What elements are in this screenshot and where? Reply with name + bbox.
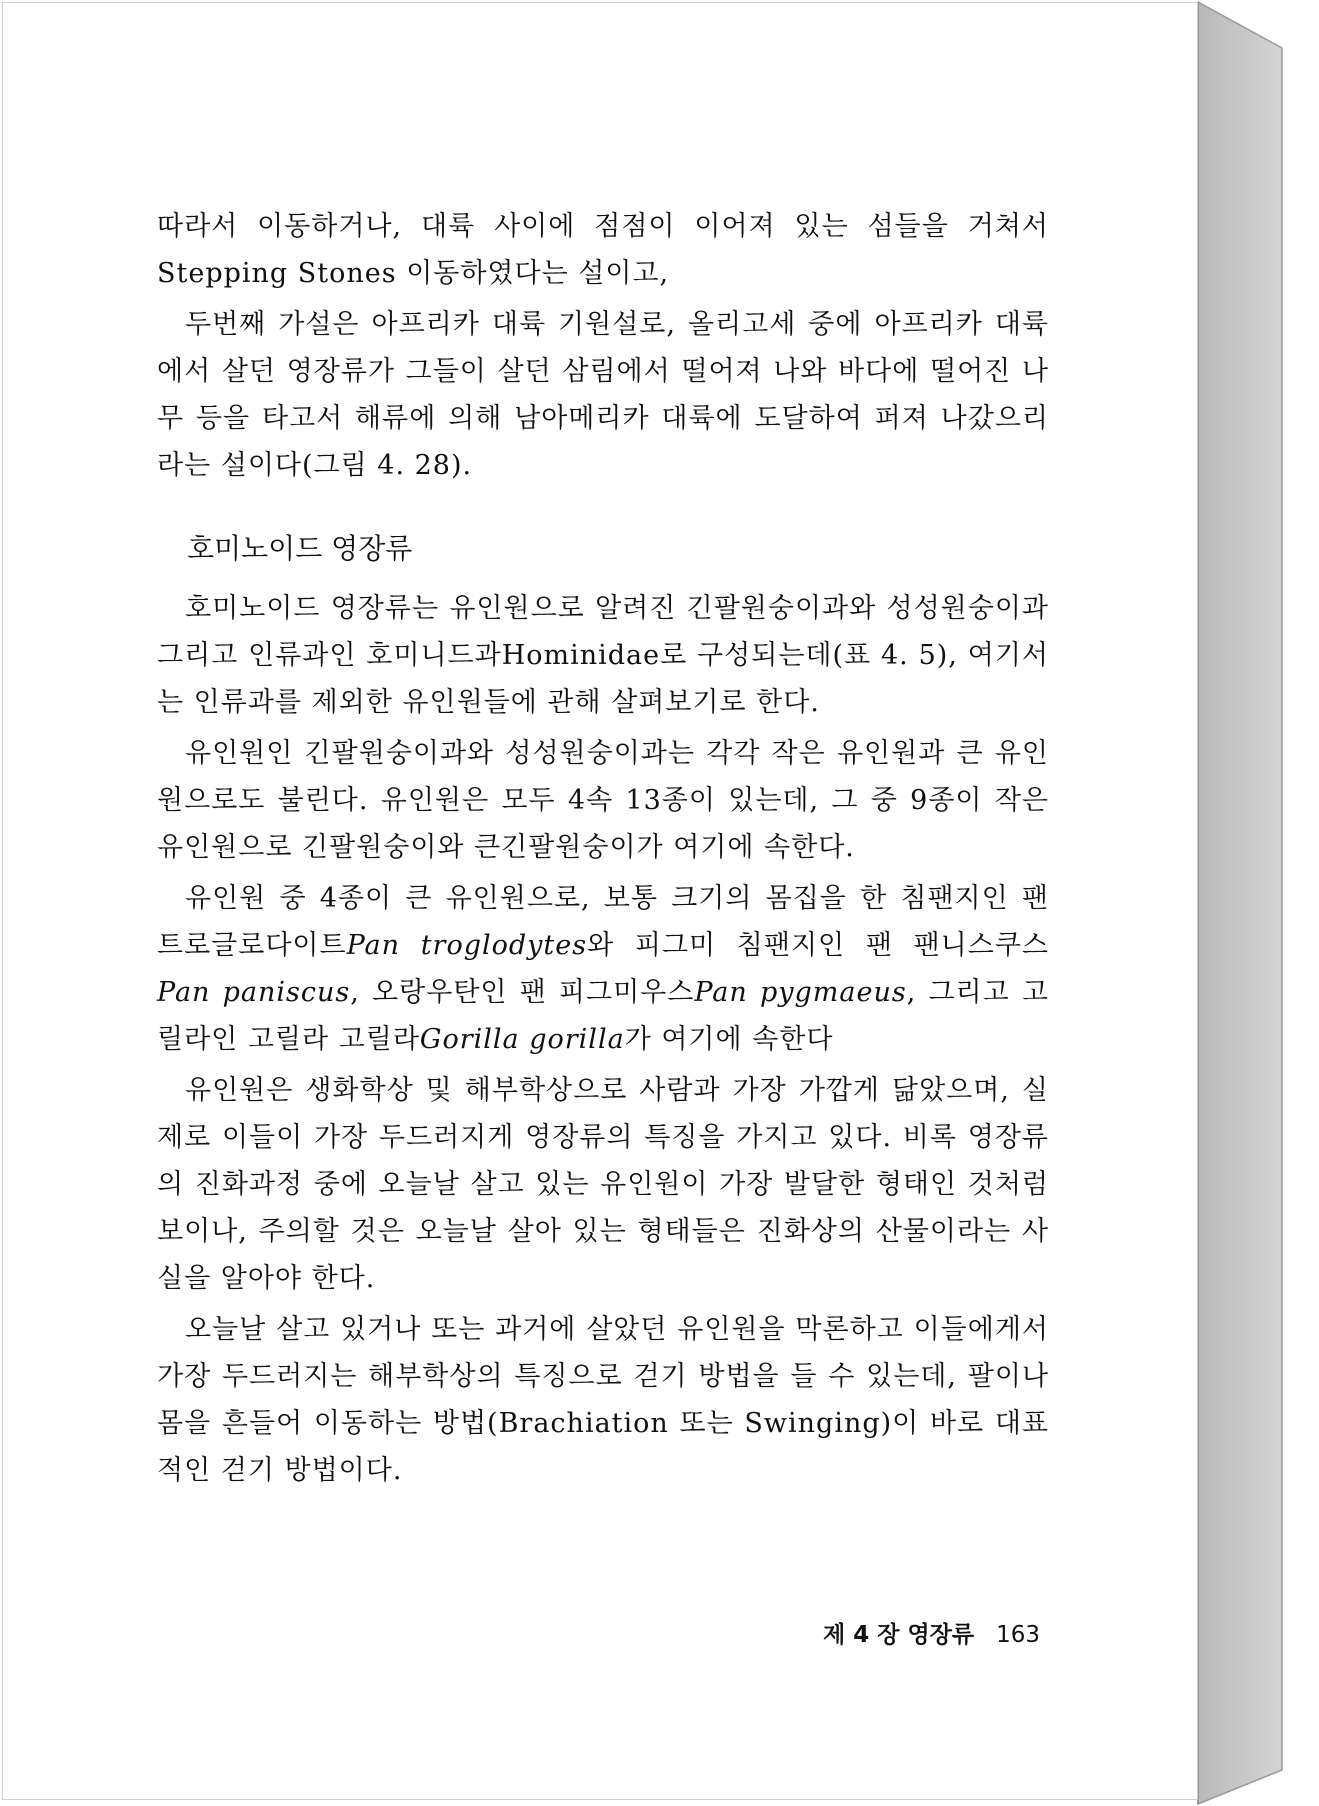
paragraph-5-text-b: 와 피그미 침팬지인 팬 팬니스쿠스: [587, 930, 1049, 961]
paragraph-5-text-c: , 오랑우탄인 팬 피그미우스: [350, 977, 695, 1008]
paragraph-4: 유인원인 긴팔원숭이과와 성성원숭이과는 각각 작은 유인원과 큰 유인원으로도 불린다. 유인원은 모두 4속 13종이 있는데, 그 중 9종이 작은 유인원으로 긴팔원숭이와 큰긴팔원숭이가 여기에 속한다.: [157, 738, 1049, 863]
scientific-name-pan-pygmaeus: Pan pygmaeus: [694, 977, 907, 1008]
paragraph-5-text-a: 유인원 중 4종이 큰 유인원으로, 보통 크기의 몸집을 한 침팬지인 팬 트로글로다이트: [157, 883, 1049, 961]
scientific-name-gorilla-gorilla: Gorilla gorilla: [419, 1024, 625, 1055]
paragraph-3: 호미노이드 영장류는 유인원으로 알려진 긴팔원숭이과와 성성원숭이과 그리고 인류과인 호미니드과Hominidae로 구성되는데(표 4. 5), 여기서는 인류과를 제외한 유인원들에 관해 살펴보기로 한다.: [157, 593, 1049, 718]
page-number: 163: [996, 1622, 1041, 1648]
book-page: [2, 2, 1198, 1800]
paragraph-6: 유인원은 생화학상 및 해부학상으로 사람과 가장 가깝게 닮았으며, 실제로 이들이 가장 두드러지게 영장류의 특징을 가지고 있다. 비록 영장류의 진화과정 중에 오늘날 살고 있는 유인원이 가장 발달한 형태인 것처럼 보이나, 주의할 것은 오늘날 살아 있는 형태들은 진화상의 산물이라는 사실을 알아야 한다.: [157, 1075, 1049, 1294]
page-body: [157, 203, 1049, 1498]
paragraph-5: [157, 875, 1049, 1063]
section-heading: 호미노이드 영장류: [187, 532, 413, 565]
scientific-name-pan-paniscus: Pan paniscus: [157, 977, 351, 1008]
paragraph-1: 따라서 이동하거나, 대륙 사이에 점점이 이어져 있는 섬들을 거쳐서 Stepping Stones 이동하였다는 설이고,: [157, 211, 1049, 289]
paragraph-2: 두번째 가설은 아프리카 대륙 기원설로, 올리고세 중에 아프리카 대륙에서 살던 영장류가 그들이 살던 삼림에서 떨어져 나와 바다에 떨어진 나무 등을 타고서 해류에 의해 남아메리카 대륙에 도달하여 퍼져 나갔으리라는 설이다(그림 4. 28).: [157, 309, 1049, 481]
page-footer: [823, 1616, 1040, 1649]
scientific-name-pan-troglodytes: Pan troglodytes: [346, 930, 588, 961]
paragraph-5-text-e: 가 여기에 속한다: [624, 1024, 834, 1055]
paragraph-5-text-d: , 그리고 고릴라인 고릴라 고릴라: [157, 977, 1049, 1055]
paragraph-7: 오늘날 살고 있거나 또는 과거에 살았던 유인원을 막론하고 이들에게서 가장 두드러지는 해부학상의 특징으로 걷기 방법을 들 수 있는데, 팔이나 몸을 흔들어 이동하는 방법(Brachiation 또는 Swinging)이 바로 대표적인 걷기 방법이다.: [157, 1314, 1049, 1486]
chapter-title: 제 4 장 영장류: [823, 1622, 975, 1648]
